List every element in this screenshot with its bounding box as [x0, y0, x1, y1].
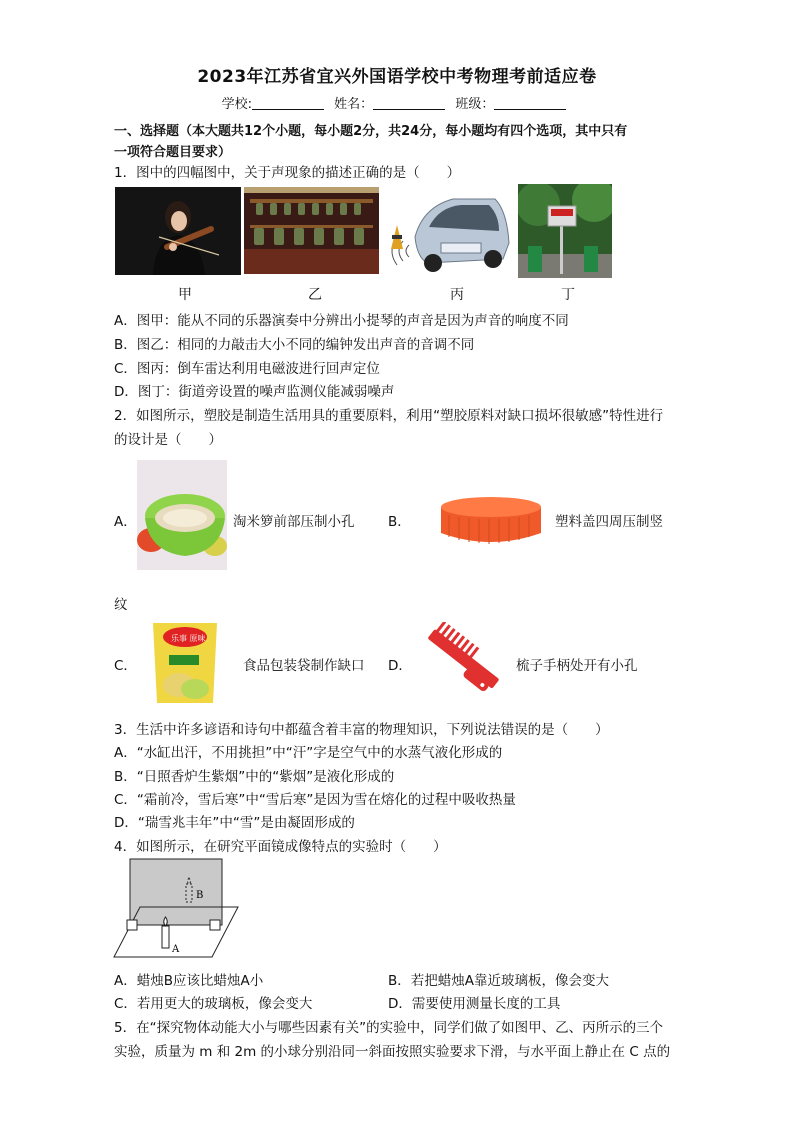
question-2-option-c-text: 食品包装袋制作缺口	[243, 658, 365, 674]
question-2-option-b-label: B．	[388, 514, 411, 530]
question-2-stem: 2．如图所示，塑胶是制造生活用具的重要原料，利用“塑胶原料对缺口损坏很敏感”特性进行	[114, 408, 664, 424]
chips-bag-image	[147, 619, 223, 707]
question-3-option-b: B．“日照香炉生紫烟”中的“紫烟”是液化形成的	[114, 769, 395, 785]
bianzhong-bells-image	[244, 187, 379, 274]
question-3-stem: 3．生活中许多谚语和诗句中都蕴含着丰富的物理知识，下列说法错误的是（ ）	[114, 722, 609, 738]
caption-bing: 丙	[450, 287, 464, 303]
question-3-option-c: C．“霜前冷，雪后寒”中“雪后寒”是因为雪在熔化的过程中吸收热量	[114, 792, 516, 808]
name-blank[interactable]	[373, 97, 445, 110]
section-heading-cont: 一项符合题目要求）	[114, 145, 232, 160]
question-1-option-a: A．图甲：能从不同的乐器演奏中分辨出小提琴的声音是因为声音的响度不同	[114, 313, 569, 329]
caption-jia: 甲	[178, 287, 192, 303]
question-4-stem: 4．如图所示，在研究平面镜成像特点的实验时（ ）	[114, 839, 447, 855]
candle-b-label: B	[196, 890, 204, 901]
rice-sieve-image	[137, 460, 227, 570]
comb-image	[418, 622, 504, 702]
page-title: 2023年江苏省宜兴外国语学校中考物理考前适应卷	[197, 67, 597, 87]
question-1-option-d: D．图丁：街道旁设置的噪声监测仪能减弱噪声	[114, 384, 395, 400]
question-2-option-a-label: A．	[114, 514, 137, 530]
question-4-option-d: D．需要使用测量长度的工具	[388, 996, 561, 1012]
violin-player-image	[115, 187, 241, 275]
car-radar-image	[383, 187, 514, 274]
candle-a-label: A	[172, 944, 180, 955]
name-label: 姓名：	[334, 97, 374, 112]
question-3-option-a: A．“水缸出汗，不用挑担”中“汗”字是空气中的水蒸气液化形成的	[114, 745, 503, 761]
question-4-option-a: A．蜡烛B应该比蜡烛A小	[114, 973, 264, 989]
school-blank[interactable]	[252, 97, 324, 110]
question-1-option-b: B．图乙：相同的力敲击大小不同的编钟发出声音的音调不同	[114, 337, 475, 353]
class-blank[interactable]	[494, 97, 566, 110]
question-1-stem: 1．图中的四幅图中，关于声现象的描述正确的是（ ）	[114, 165, 461, 181]
question-2-option-d-text: 梳子手柄处开有小孔	[516, 658, 638, 674]
question-5-stem: 5．在“探究物体动能大小与哪些因素有关”的实验中，同学们做了如图甲、乙、丙所示的三个	[114, 1020, 664, 1036]
class-label: 班级：	[455, 97, 495, 112]
question-5-stem-cont: 实验，质量为 m 和 2m 的小球分别沿同一斜面按照实验要求下滑，与水平面上静止在 C 点的	[114, 1044, 671, 1060]
caption-yi: 乙	[308, 287, 322, 303]
question-2-stem-cont: 的设计是（ ）	[114, 432, 222, 448]
section-heading: 一、选择题（本大题共12个小题，每小题2分，共24分，每小题均有四个选项，其中只有	[114, 124, 628, 139]
caption-ding: 丁	[561, 287, 575, 303]
question-4-option-c: C．若用更大的玻璃板，像会变大	[114, 996, 313, 1012]
question-2-option-d-label: D．	[388, 658, 412, 674]
question-2-option-a-text: 淘米箩前部压制小孔	[233, 514, 355, 530]
question-3-option-d: D．“瑞雪兆丰年”中“雪”是由凝固形成的	[114, 815, 355, 831]
plastic-cap-image	[437, 493, 545, 549]
chips-brand-text: 乐事 原味	[171, 634, 206, 643]
question-1-option-c: C．图丙：倒车雷达利用电磁波进行回声定位	[114, 361, 380, 377]
student-info-line	[0, 93, 794, 112]
question-2-option-b-text: 塑料盖四周压制竖	[555, 514, 663, 530]
school-label: 学校:	[221, 97, 253, 112]
question-2-option-b-wrap: 纹	[114, 597, 128, 613]
plane-mirror-diagram	[112, 856, 242, 960]
noise-monitor-image	[518, 184, 612, 278]
question-4-option-b: B．若把蜡烛A靠近玻璃板，像会变大	[388, 973, 609, 989]
question-2-option-c-label: C．	[114, 658, 137, 674]
